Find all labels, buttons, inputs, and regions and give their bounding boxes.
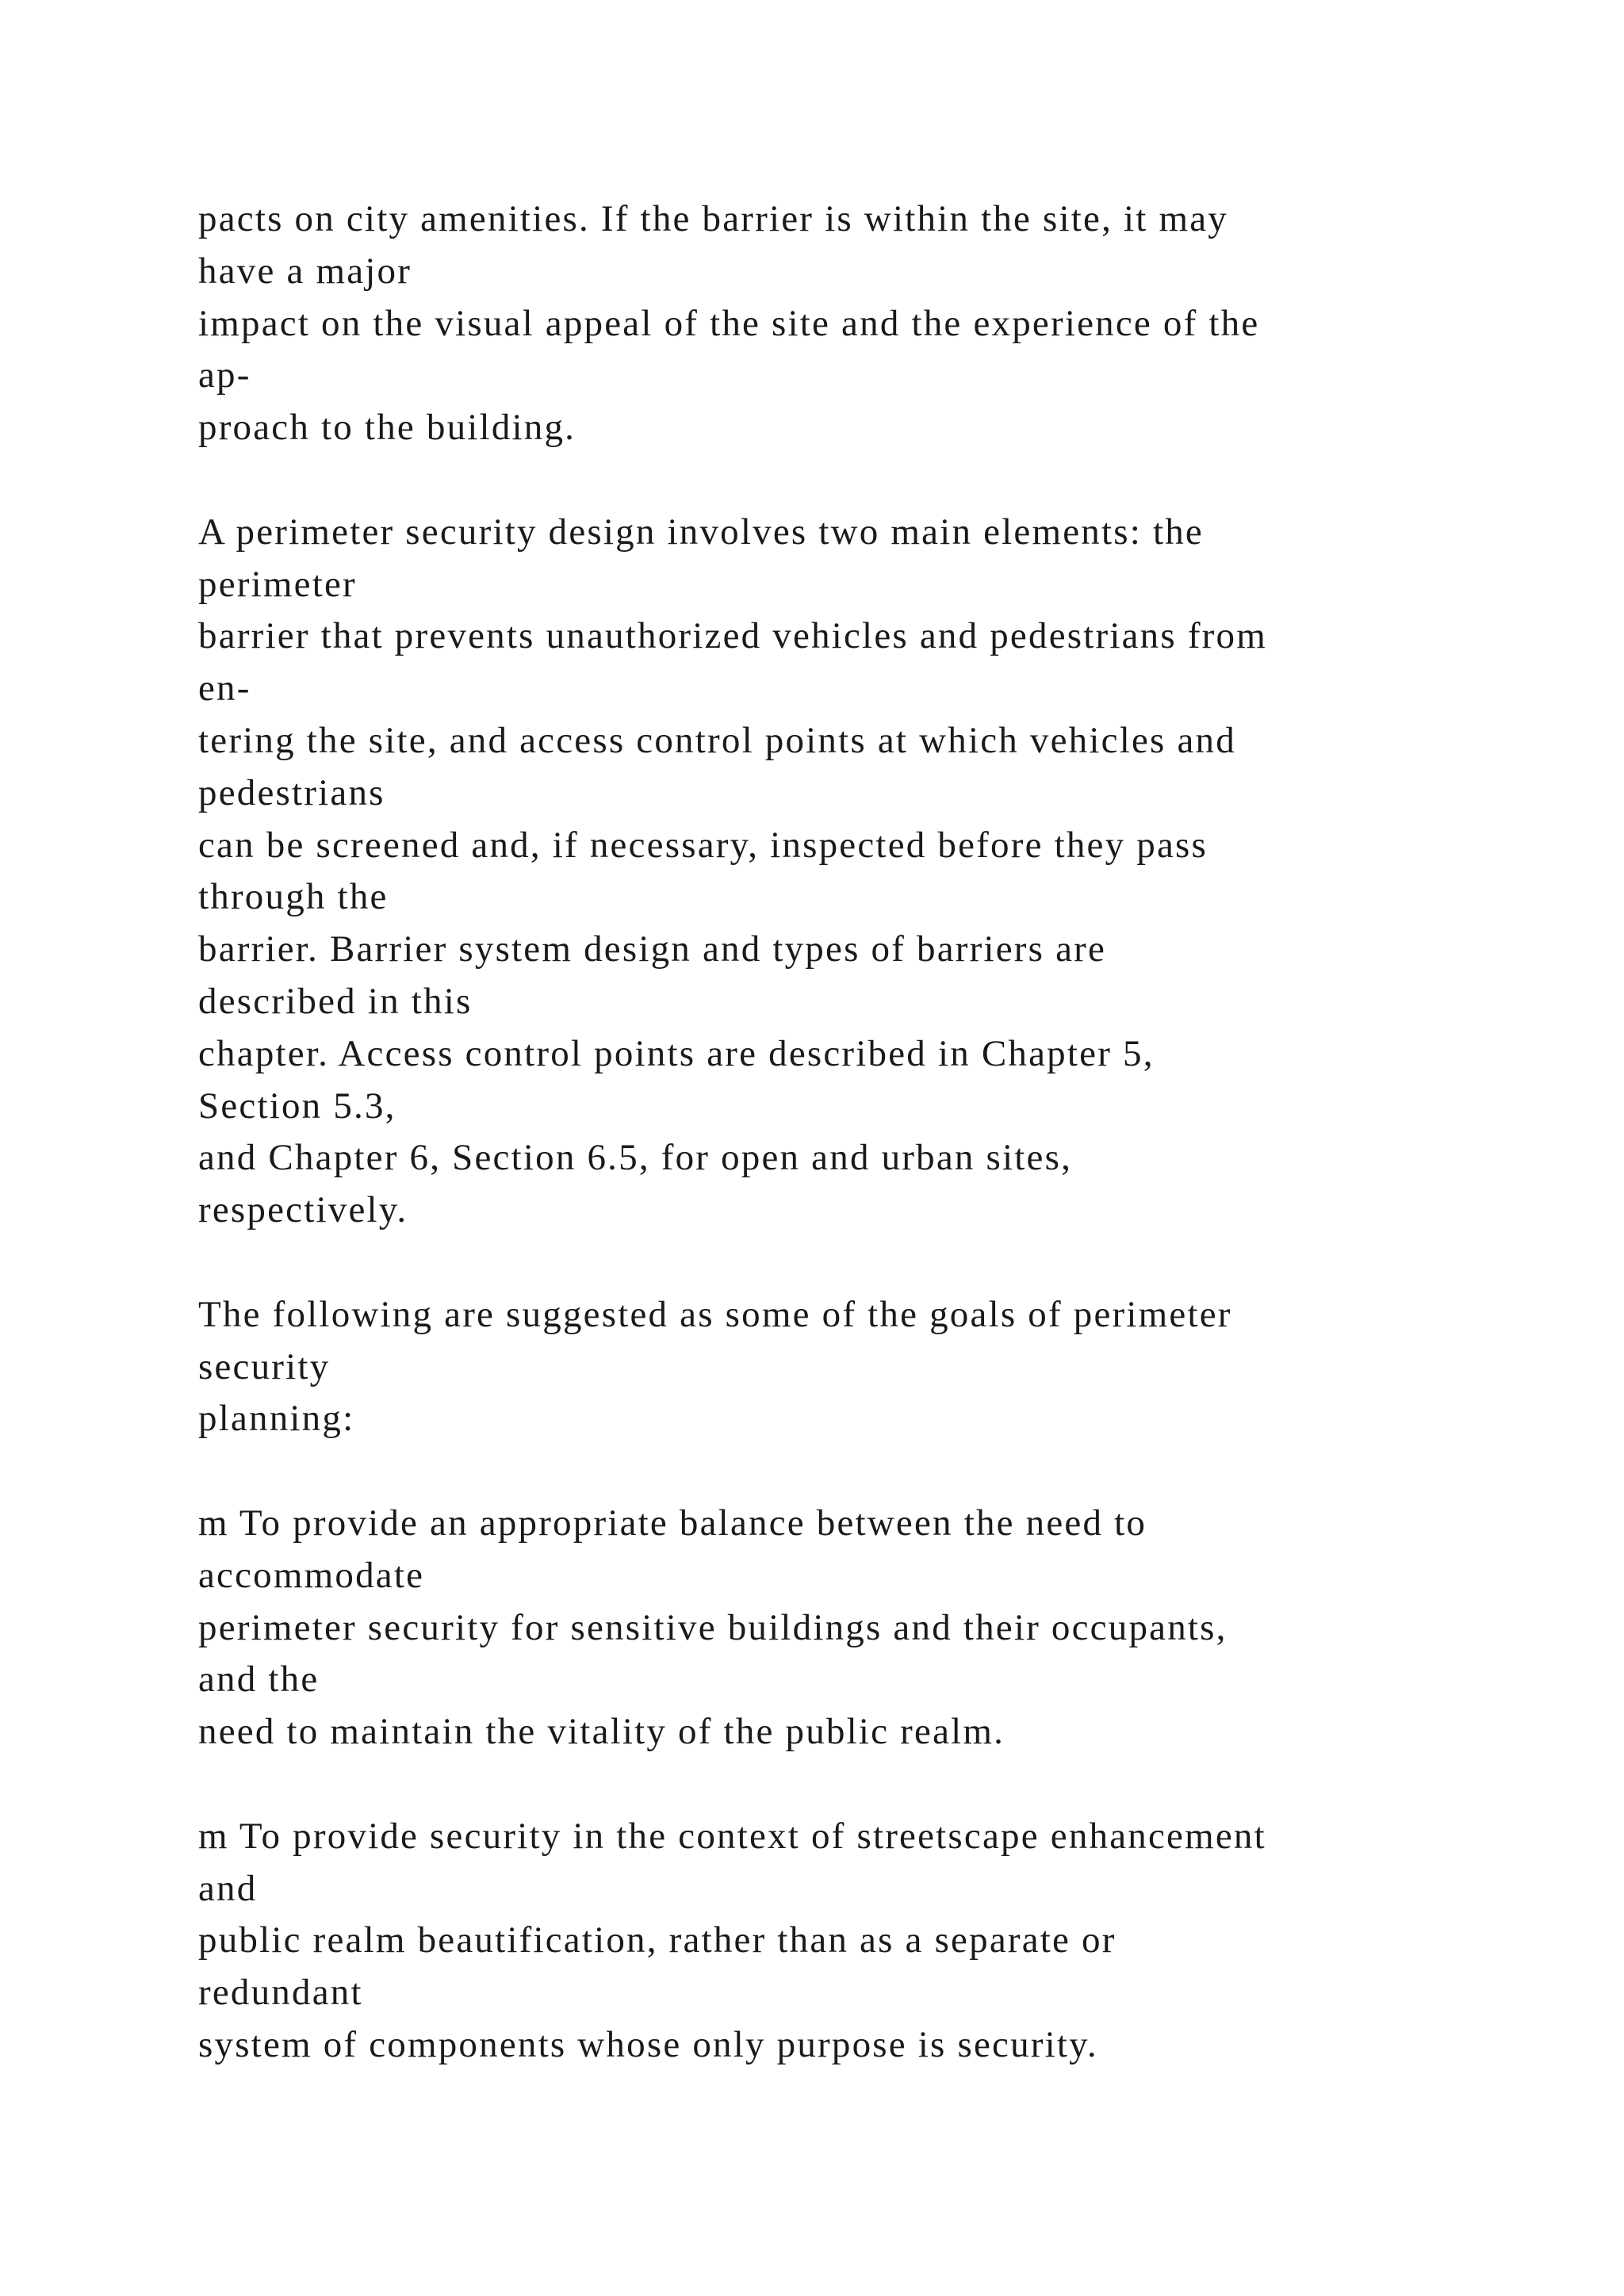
text-line: described in this [198,980,473,1022]
blank-line [198,454,1546,507]
text-line: need to maintain the vitality of the public realm. [198,1711,1005,1753]
text-line: accommodate [198,1554,425,1596]
text-line: pedestrians [198,771,385,813]
text-line: en- [198,668,251,710]
text-line: The following are suggested as some of the goals of perimeter [198,1293,1232,1335]
text-line: perimeter security for sensitive buildings and their occupants, [198,1606,1228,1648]
text-line: and the [198,1659,320,1701]
text-line: barrier. Barrier system design and types of barriers are [198,928,1107,970]
text-line: through the [198,876,389,918]
text-line: proach to the building. [198,407,576,449]
text-line: impact on the visual appeal of the site and the experience of the [198,302,1260,344]
text-line: public realm beautification, rather than as a separate or [198,1919,1116,1961]
text-line: respectively. [198,1189,408,1231]
text-line: Section 5.3, [198,1085,396,1127]
text-line: redundant [198,1972,363,2014]
text-line: m To provide security in the context of streetscape enhancement [198,1815,1266,1857]
text-line: have a major [198,250,412,292]
body-text [198,193,1546,2072]
text-line: perimeter [198,563,357,605]
text-line: can be screened and, if necessary, inspected before they pass [198,824,1208,866]
text-line: chapter. Access control points are described in Chapter 5, [198,1032,1155,1074]
text-line: barrier that prevents unauthorized vehicles and pedestrians from [198,615,1267,657]
text-line: security [198,1345,331,1387]
text-line: planning: [198,1398,355,1440]
blank-line [198,1237,1546,1289]
text-line: pacts on city amenities. If the barrier is within the site, it may [198,198,1228,239]
text-line: A perimeter security design involves two main elements: the [198,511,1204,553]
blank-line [198,1758,1546,1811]
blank-line [198,1445,1546,1498]
text-line: and [198,1867,258,1909]
text-line: m To provide an appropriate balance between the need to [198,1502,1147,1544]
text-line: ap- [198,354,251,396]
text-line: system of components whose only purpose is security. [198,2023,1098,2065]
text-line: tering the site, and access control points at which vehicles and [198,719,1236,761]
text-line: and Chapter 6, Section 6.5, for open and urban sites, [198,1137,1073,1179]
